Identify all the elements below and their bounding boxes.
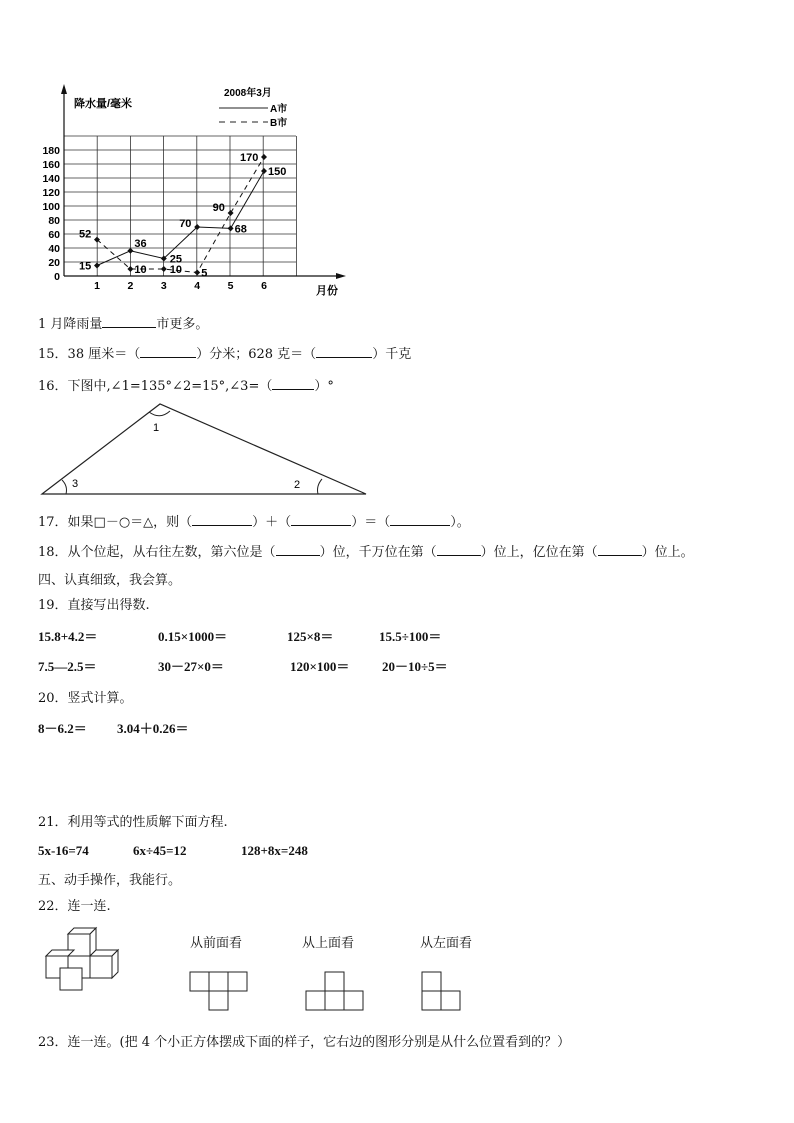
data-label: 5 xyxy=(201,267,208,280)
q19-r2-c3: 120×100＝ xyxy=(290,659,350,674)
q15 xyxy=(38,343,411,362)
cube-arrangement-figure xyxy=(40,924,140,996)
q16 xyxy=(38,375,334,394)
data-label: 150 xyxy=(268,166,287,178)
data-point xyxy=(161,266,167,272)
data-label: 10 xyxy=(134,264,147,276)
q23-text: 23．连一连。(把 4 个小正方体摆成下面的样子，它右边的图形分别是从什么位置看到的？） xyxy=(38,1035,571,1050)
q18-text: 从个位起，从右往左数，第六位是（ xyxy=(67,545,276,560)
q17-mid2: ）＝（ xyxy=(351,515,391,530)
data-point xyxy=(127,248,133,254)
q15-part-a: 38 厘米＝（ xyxy=(67,347,141,362)
data-label: 15 xyxy=(79,260,92,273)
q18-post: ）位上。 xyxy=(641,545,694,560)
q14-tail-pre: 1 月降雨量 xyxy=(38,317,103,332)
q14-blank[interactable] xyxy=(102,315,156,328)
y-tick-label: 160 xyxy=(42,159,60,171)
x-tick-label: 1 xyxy=(94,280,100,292)
x-tick-label: 4 xyxy=(194,280,201,292)
q15-part-b: ）分米；628 克＝（ xyxy=(196,347,317,362)
q21-item-2: 6x÷45=12 xyxy=(133,843,187,858)
q21-title: 21．利用等式的性质解下面方程. xyxy=(38,815,228,830)
y-tick-label: 20 xyxy=(48,257,60,269)
y-tick-label: 140 xyxy=(42,173,60,185)
x-tick-label: 6 xyxy=(261,280,267,292)
q15-num: 15． xyxy=(38,347,68,362)
x-tick-label: 2 xyxy=(127,280,134,292)
chart-ylabel: 降水量/毫米 xyxy=(74,98,133,110)
x-axis-arrow xyxy=(336,273,346,279)
q17 xyxy=(38,511,470,530)
view-label-left: 从左面看 xyxy=(420,936,473,951)
data-point xyxy=(127,266,133,272)
view-label-front: 从前面看 xyxy=(190,936,243,951)
view-figure-3 xyxy=(418,968,468,1018)
y-tick-label: 180 xyxy=(42,145,60,157)
triangle-figure xyxy=(0,398,794,508)
data-point xyxy=(261,154,267,160)
triangle xyxy=(42,404,366,494)
chart-legend xyxy=(219,102,287,129)
data-point xyxy=(228,225,234,231)
data-label: 52 xyxy=(79,228,92,241)
q20-item-1: 8－6.2＝ xyxy=(38,721,87,736)
q15-part-c: ）千克 xyxy=(372,347,412,362)
q14-tail-post: 市更多。 xyxy=(156,317,209,332)
q19-r2-c2: 30－27×0＝ xyxy=(158,659,224,674)
view-figure-2 xyxy=(302,968,372,1018)
q21-item-1: 5x-16=74 xyxy=(38,843,89,858)
q21-item-3: 128+8x=248 xyxy=(241,843,308,858)
data-point xyxy=(194,270,200,276)
q14-tail xyxy=(38,313,208,332)
q18-blank-3[interactable] xyxy=(598,543,642,556)
q20-item-2: 3.04＋0.26＝ xyxy=(117,721,189,736)
q19-title: 19．直接写出得数. xyxy=(38,598,150,613)
y-tick-label: 100 xyxy=(42,201,60,213)
q18-blank-1[interactable] xyxy=(276,543,320,556)
q17-text: 如果□－○＝△，则（ xyxy=(67,515,193,530)
angle-2-arc xyxy=(318,479,323,494)
angle-1-arc xyxy=(149,411,170,416)
q17-blank-1[interactable] xyxy=(192,513,252,526)
data-label: 36 xyxy=(134,237,147,250)
q18-mid1: ）位，千万位在第（ xyxy=(319,545,437,560)
q18-mid2: ）位上，亿位在第（ xyxy=(480,545,598,560)
chart-title: 2008年3月 xyxy=(224,88,272,99)
data-label: 170 xyxy=(240,152,259,164)
q16-blank[interactable] xyxy=(272,377,314,390)
section-4-heading: 四、认真细致，我会算。 xyxy=(38,573,182,588)
q19-r1-c1: 15.8+4.2＝ xyxy=(38,629,98,644)
q19-r1-c3: 125×8＝ xyxy=(287,629,334,644)
legend-label-b: B市 xyxy=(270,118,288,129)
y-tick-label: 60 xyxy=(48,229,60,241)
data-point xyxy=(228,210,234,216)
q19-r1-c4: 15.5÷100＝ xyxy=(379,629,442,644)
data-point xyxy=(261,168,267,174)
q18-num: 18． xyxy=(38,545,68,560)
q19-r2-c4: 20－10÷5＝ xyxy=(382,659,448,674)
view-figure-1 xyxy=(186,968,256,1018)
data-point xyxy=(94,263,100,269)
rainfall-line-chart xyxy=(0,0,794,310)
data-label: 90 xyxy=(212,202,225,214)
data-label: 68 xyxy=(234,223,247,236)
chart-y-ticks xyxy=(42,145,60,283)
q18 xyxy=(38,541,694,560)
q15-blank-2[interactable] xyxy=(316,345,372,358)
q17-post: ）。 xyxy=(450,515,470,530)
section-5-heading: 五、动手操作，我能行。 xyxy=(38,873,182,888)
q18-blank-2[interactable] xyxy=(437,543,481,556)
y-tick-label: 120 xyxy=(42,187,60,199)
y-tick-label: 80 xyxy=(48,215,60,227)
chart-xlabel: 月份 xyxy=(316,285,338,297)
angle-3-label: 3 xyxy=(72,478,79,490)
data-label: 10 xyxy=(169,264,183,276)
y-axis-arrow xyxy=(61,84,67,94)
q16-text: 下图中,∠1=135°∠2=15°,∠3=（ xyxy=(67,379,273,394)
angle-3-arc xyxy=(62,480,67,494)
y-tick-label: 0 xyxy=(54,271,60,283)
q17-mid1: ）＋（ xyxy=(252,515,292,530)
chart-axes xyxy=(61,84,346,279)
angle-1-label: 1 xyxy=(153,422,160,434)
q17-num: 17． xyxy=(38,515,68,530)
legend-label-a: A市 xyxy=(270,104,288,115)
y-tick-label: 40 xyxy=(48,243,60,255)
view-label-top: 从上面看 xyxy=(302,936,355,951)
q20-title: 20．竖式计算。 xyxy=(38,691,133,706)
q19-r1-c2: 0.15×1000＝ xyxy=(158,629,228,644)
q15-blank-1[interactable] xyxy=(140,345,196,358)
q22-title: 22．连一连. xyxy=(38,899,111,914)
data-label: 70 xyxy=(179,218,192,230)
q17-blank-3[interactable] xyxy=(390,513,450,526)
q19-r2-c1: 7.5—2.5＝ xyxy=(38,659,97,674)
angle-2-label: 2 xyxy=(294,479,301,491)
x-tick-label: 5 xyxy=(227,280,234,292)
chart-x-ticks xyxy=(94,280,267,292)
data-label: 25 xyxy=(169,253,183,266)
q16-num: 16． xyxy=(38,379,68,394)
q17-blank-2[interactable] xyxy=(291,513,351,526)
x-tick-label: 3 xyxy=(160,280,167,292)
q16-post: ）° xyxy=(314,379,334,394)
